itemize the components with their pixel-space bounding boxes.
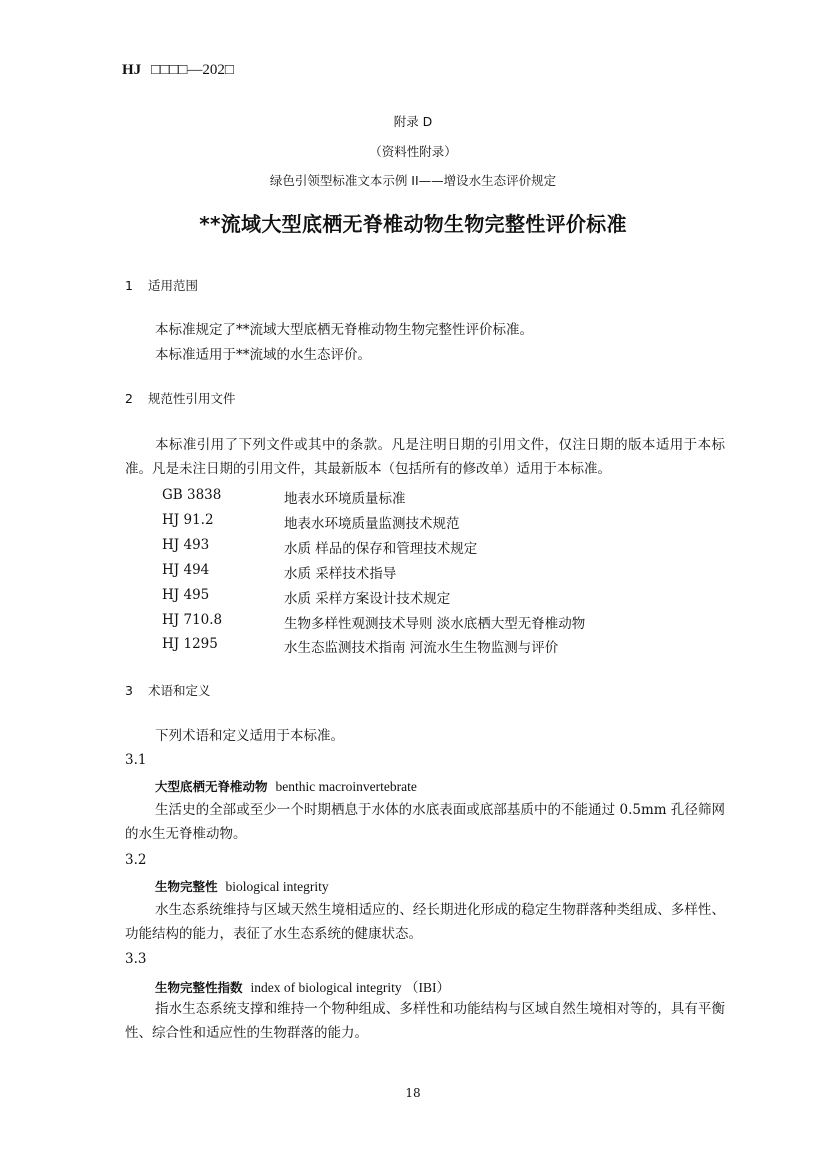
- section-1-heading: [125, 276, 198, 294]
- appendix-label: 附录 D: [393, 114, 433, 129]
- term-definition: 生活史的全部或至少一个时期栖息于水体的水底表面或底部基质中的不能通过 0.5mm 孔径筛网的水生无脊椎动物。: [125, 802, 725, 842]
- section-title: 适用范围: [148, 278, 199, 293]
- reference-title: 生物多样性观测技术导则 淡水底栖大型无脊椎动物: [284, 616, 586, 632]
- reference-title: 地表水环境质量标准: [284, 491, 406, 507]
- section-title: 规范性引用文件: [148, 391, 236, 406]
- reference-title: 水质 采样方案设计技术规定: [284, 591, 451, 607]
- section-1-paragraph-1: 本标准规定了**流域大型底栖无脊椎动物生物完整性评价标准。: [155, 322, 533, 338]
- reference-title: 地表水环境质量监测技术规范: [284, 516, 460, 532]
- section-number: 2: [125, 391, 133, 406]
- reference-code: HJ 91.2: [162, 512, 214, 528]
- reference-title: 水质 采样技术指导: [284, 566, 397, 582]
- reference-title: 水质 样品的保存和管理技术规定: [284, 541, 478, 557]
- term-definition: 指水生态系统支撑和维持一个物种组成、多样性和功能结构与区域自然生境相对等的，具有平衡性、综合性和适应性的生物群落的能力。: [125, 1001, 725, 1041]
- reference-code: HJ 1295: [162, 636, 218, 652]
- reference-code: HJ 493: [162, 537, 210, 553]
- reference-code: HJ 494: [162, 562, 210, 578]
- term-name: [155, 976, 450, 996]
- term-english: benthic macroinvertebrate: [275, 779, 417, 794]
- section-number: 1: [125, 278, 133, 293]
- code-prefix: HJ: [122, 62, 142, 78]
- term-english: index of biological integrity （IBI）: [250, 980, 450, 995]
- section-title: 术语和定义: [148, 683, 211, 698]
- reference-title: 水生态监测技术指南 河流水生生物监测与评价: [284, 640, 559, 656]
- document-code: [122, 62, 234, 79]
- term-english: biological integrity: [225, 879, 329, 894]
- term-chinese: 生物完整性指数: [155, 980, 243, 995]
- reference-code: HJ 710.8: [162, 612, 223, 628]
- section-3-heading: [125, 681, 211, 699]
- section-2-intro: 本标准引用了下列文件或其中的条款。凡是注明日期的引用文件，仅注日期的版本适用于本标准。凡是未注日期的引用文件，其最新版本（包括所有的修改单）适用于本标准。: [125, 437, 725, 477]
- appendix-subtitle: 绿色引领型标准文本示例 II——增设水生态评价规定: [269, 173, 557, 188]
- term-name: [155, 777, 417, 795]
- section-1-paragraph-2: 本标准适用于**流域的水生态评价。: [155, 347, 371, 363]
- term-name: [155, 877, 329, 895]
- term-number: 3.1: [125, 752, 147, 768]
- term-chinese: 大型底栖无脊椎动物: [155, 779, 268, 794]
- section-number: 3: [125, 683, 133, 698]
- term-chinese: 生物完整性: [155, 879, 218, 894]
- reference-code: GB 3838: [162, 487, 222, 503]
- reference-code: HJ 495: [162, 587, 210, 603]
- term-definition: 水生态系统维持与区域天然生境相适应的、经长期进化形成的稳定生物群落种类组成、多样性、功能结构的能力，表征了水生态系统的健康状态。: [125, 902, 725, 942]
- term-number: 3.2: [125, 852, 147, 868]
- code-number: □□□□—202□: [151, 62, 234, 78]
- appendix-note: （资料性附录）: [369, 144, 457, 159]
- section-2-heading: [125, 389, 236, 407]
- section-3-intro: 下列术语和定义适用于本标准。: [155, 728, 344, 744]
- standard-title: **流域大型底栖无脊椎动物生物完整性评价标准: [199, 212, 627, 236]
- page-number: 18: [405, 1086, 421, 1100]
- term-number: 3.3: [125, 951, 147, 967]
